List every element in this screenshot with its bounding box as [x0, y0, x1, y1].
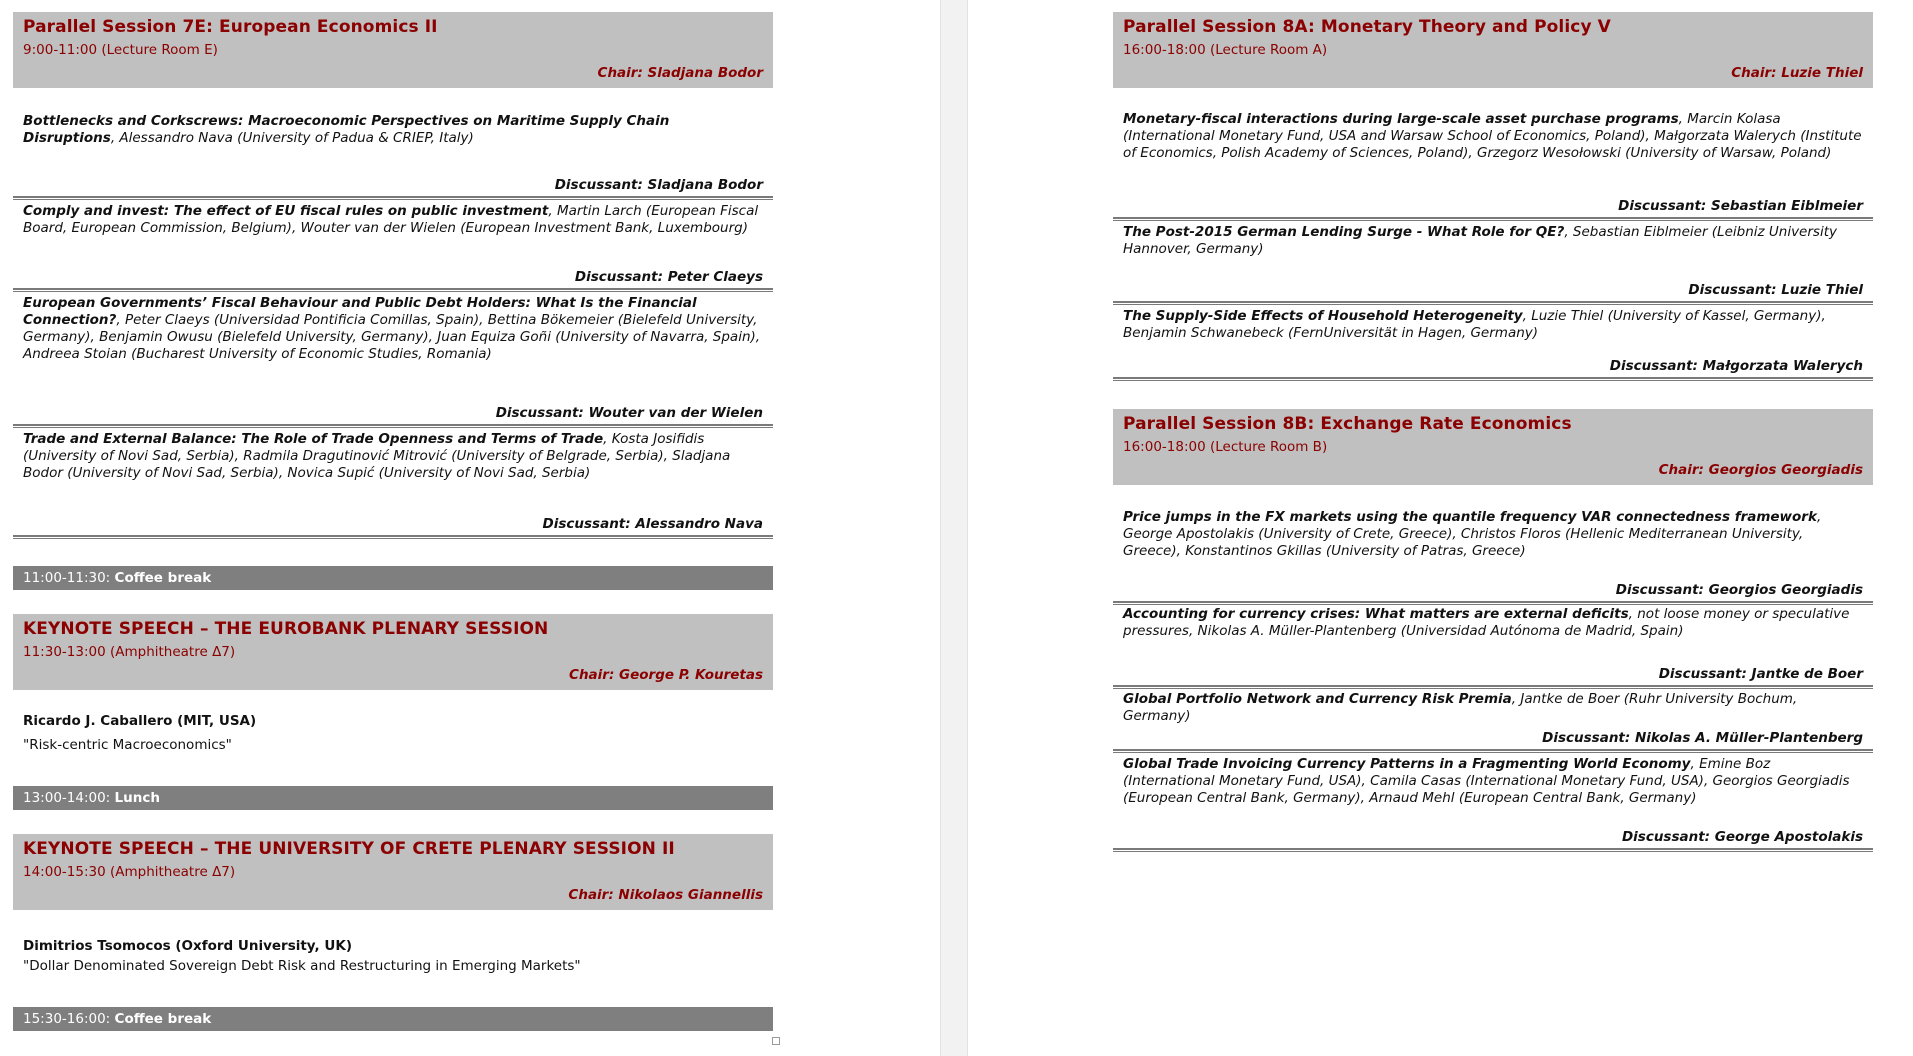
paper-authors: , Peter Claeys (Universidad Pontificia Comillas, Spain), Bettina Bökemeier (Bielefeld University, Germany), Benjamin Owusu (Bielefeld University, Germany), Juan Equiza Goñi (University of Navarra, Spain), Andreea Stoian (Bucharest University of Economic Studies, Romania) [23, 312, 761, 362]
paper-discussant: Discussant: Alessandro Nava [542, 516, 763, 532]
paper-discussant: Discussant: George Apostolakis [1621, 829, 1863, 845]
paper-authors: , Alessandro Nava (University of Padua & CRIEP, Italy) [110, 130, 474, 146]
paper-discussant: Discussant: Nikolas A. Müller-Plantenberg [1542, 730, 1863, 746]
session-time: 16:00-18:00 (Lecture Room B) [1123, 439, 1328, 455]
session-chair: Chair: George P. Kouretas [569, 667, 763, 683]
paper-title: Monetary-fiscal interactions during large-scale asset purchase programs [1123, 111, 1679, 127]
session-chair: Chair: Georgios Georgiadis [1658, 462, 1863, 478]
paper-discussant: Discussant: Jantke de Boer [1658, 666, 1863, 682]
paper-discussant: Discussant: Georgios Georgiadis [1615, 582, 1863, 598]
divider [13, 196, 773, 200]
session-title: KEYNOTE SPEECH – THE UNIVERSITY OF CRETE PLENARY SESSION II [23, 839, 675, 859]
paper-authors: , George Apostolakis (University of Crete, Greece), Christos Floros (Hellenic Mediterranean University, Greece), Konstantinos Gkillas (University of Patras, Greece) [1123, 509, 1822, 559]
session-title: KEYNOTE SPEECH – THE EUROBANK PLENARY SESSION [23, 619, 549, 639]
divider [1113, 301, 1873, 305]
session-chair: Chair: Nikolaos Giannellis [568, 887, 763, 903]
paper-title: Trade and External Balance: The Role of Trade Openness and Terms of Trade [23, 431, 604, 447]
paper-title: European Governments’ Fiscal Behaviour and Public Debt Holders: What Is the Financial Connection? [23, 295, 697, 328]
lunch-bar [13, 786, 773, 810]
paper-authors: , Luzie Thiel (University of Kassel, Germany), Benjamin Schwanebeck (FernUniversität in Hagen, Germany) [1123, 308, 1826, 341]
divider [1113, 217, 1873, 221]
paper-entry [1113, 509, 1873, 560]
coffee-break-bar [13, 566, 773, 590]
divider [13, 424, 773, 428]
break-time: 13:00-14:00: [23, 790, 115, 806]
keynote-talk-title: "Dollar Denominated Sovereign Debt Risk and Restructuring in Emerging Markets" [23, 958, 581, 974]
paper-discussant: Discussant: Luzie Thiel [1688, 282, 1863, 298]
divider [13, 535, 773, 539]
break-label: Lunch [114, 790, 160, 806]
paper-entry [13, 203, 773, 237]
paper-title: Bottlenecks and Corkscrews: Macroeconomic Perspectives on Maritime Supply Chain Disruptions [23, 113, 670, 146]
paper-authors: , Emine Boz (International Monetary Fund, USA), Camila Casas (International Monetary Fund, USA), Georgios Georgiadis (European Central Bank, Germany), Arnaud Mehl (European Central Bank, Germany) [1123, 756, 1850, 806]
paper-entry [13, 295, 773, 363]
divider [1113, 601, 1873, 605]
session-title: Parallel Session 8B: Exchange Rate Economics [1123, 414, 1572, 434]
paper-authors: , Jantke de Boer (Ruhr University Bochum, Germany) [1123, 691, 1798, 724]
paper-authors: , Martin Larch (European Fiscal Board, European Commission, Belgium), Wouter van der Wielen (European Investment Bank, Luxembourg) [23, 203, 759, 236]
break-time: 15:30-16:00: [23, 1011, 115, 1027]
table-resize-handle[interactable] [772, 1037, 780, 1045]
paper-title: Accounting for currency crises: What matters are external deficits [1123, 606, 1629, 622]
paper-authors: , Sebastian Eiblmeier (Leibniz University Hannover, Germany) [1123, 224, 1837, 257]
break-label: Coffee break [114, 570, 212, 586]
paper-entry [1113, 691, 1873, 725]
keynote-speaker: Dimitrios Tsomocos (Oxford University, UK) [23, 938, 352, 954]
paper-entry [1113, 308, 1873, 342]
paper-discussant: Discussant: Małgorzata Walerych [1609, 358, 1863, 374]
paper-title: Price jumps in the FX markets using the quantile frequency VAR connectedness framework [1123, 509, 1817, 525]
paper-title: Global Trade Invoicing Currency Patterns in a Fragmenting World Economy [1123, 756, 1691, 772]
paper-authors: , not loose money or speculative pressures, Nikolas A. Müller-Plantenberg (Universidad Autónoma de Madrid, Spain) [1123, 606, 1850, 639]
divider [13, 288, 773, 292]
break-label: Coffee break [114, 1011, 212, 1027]
session-time: 9:00-11:00 (Lecture Room E) [23, 42, 218, 58]
paper-entry [1113, 756, 1873, 807]
session-8b-header [1113, 409, 1873, 485]
document-page-right [1113, 0, 1913, 1056]
divider [1113, 749, 1873, 753]
break-time: 11:00-11:30: [23, 570, 115, 586]
session-time: 16:00-18:00 (Lecture Room A) [1123, 42, 1328, 58]
page-gutter [940, 0, 968, 1056]
session-chair: Chair: Luzie Thiel [1731, 65, 1863, 81]
session-title: Parallel Session 7E: European Economics II [23, 17, 438, 37]
session-8a-header [1113, 12, 1873, 88]
keynote-2-header [13, 834, 773, 910]
paper-discussant: Discussant: Peter Claeys [574, 269, 763, 285]
paper-entry [1113, 111, 1873, 162]
paper-authors: , Marcin Kolasa (International Monetary Fund, USA and Warsaw School of Economics, Poland), Małgorzata Walerych (Institute of Economics, Polish Academy of Sciences, Poland), Grzegorz Wesołowski (University of Warsaw, Poland) [1123, 111, 1862, 161]
paper-entry [1113, 606, 1873, 640]
paper-discussant: Discussant: Wouter van der Wielen [495, 405, 763, 421]
document-page-left [0, 0, 790, 1056]
paper-title: The Post-2015 German Lending Surge - What Role for QE? [1123, 224, 1565, 240]
coffee-break-bar [13, 1007, 773, 1031]
divider [1113, 685, 1873, 689]
paper-entry [13, 113, 773, 147]
divider [1113, 848, 1873, 852]
session-chair: Chair: Sladjana Bodor [597, 65, 763, 81]
session-7e-header [13, 12, 773, 88]
paper-entry [1113, 224, 1873, 258]
divider [1113, 377, 1873, 381]
paper-title: Comply and invest: The effect of EU fiscal rules on public investment [23, 203, 549, 219]
session-time: 14:00-15:30 (Amphitheatre Δ7) [23, 864, 236, 880]
paper-entry [13, 431, 773, 482]
paper-authors: , Kosta Josifidis (University of Novi Sad, Serbia), Radmila Dragutinović Mitrović (University of Belgrade, Serbia), Sladjana Bodor (University of Novi Sad, Serbia), Novica Supić (University of Novi Sad, Serbia) [23, 431, 731, 481]
paper-title: Global Portfolio Network and Currency Risk Premia [1123, 691, 1512, 707]
paper-discussant: Discussant: Sebastian Eiblmeier [1618, 198, 1863, 214]
keynote-talk-title: "Risk-centric Macroeconomics" [23, 737, 232, 753]
paper-discussant: Discussant: Sladjana Bodor [554, 177, 763, 193]
keynote-1-header [13, 614, 773, 690]
session-time: 11:30-13:00 (Amphitheatre Δ7) [23, 644, 236, 660]
paper-title: The Supply-Side Effects of Household Heterogeneity [1123, 308, 1523, 324]
keynote-speaker: Ricardo J. Caballero (MIT, USA) [23, 713, 257, 729]
session-title: Parallel Session 8A: Monetary Theory and Policy V [1123, 17, 1611, 37]
